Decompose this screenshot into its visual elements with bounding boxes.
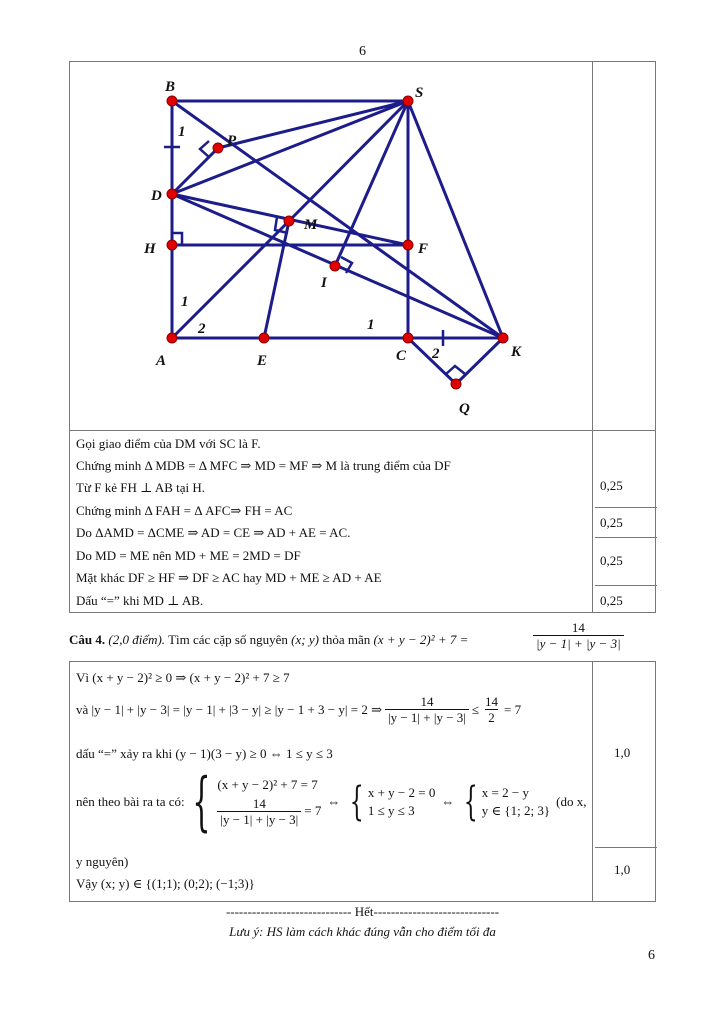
sys3-row1: x = 2 − y xyxy=(481,785,529,800)
geometry-figure xyxy=(69,61,595,431)
question-satisfy: thỏa mãn xyxy=(322,632,371,647)
sys1-row1: (x + y − 2)² + 7 = 7 xyxy=(217,777,318,792)
point-E xyxy=(259,333,269,343)
score-5: 1,0 xyxy=(614,745,631,760)
question-points: (2,0 điểm). xyxy=(108,632,166,647)
mark-1-AM: 1 xyxy=(181,294,189,310)
question-rhs xyxy=(530,620,627,652)
mark-1-BP: 1 xyxy=(178,124,186,140)
solution-line-3: dấu “=” xảy ra khi (y − 1)(3 − y) ≥ 0 ⇔ 1 ≤ y ≤ 3 xyxy=(76,746,333,761)
score-2: 0,25 xyxy=(600,515,623,530)
line2-frac-den: |y − 1| + |y − 3| xyxy=(385,709,469,726)
solution-line-5: y nguyên) xyxy=(76,854,129,869)
line2-frac-num: 14 xyxy=(420,694,434,709)
score-divider-1 xyxy=(595,507,657,508)
question-lhs: (x + y − 2)² + 7 = xyxy=(373,632,469,647)
mark-2-CK: 2 xyxy=(432,346,440,362)
proof-line-5: Do ΔAMD = ΔCME ⇒ AD = CE ⇒ AD + AE = AC. xyxy=(76,525,351,540)
equiv-2: ⇔ xyxy=(441,794,455,809)
line4-tail: (do x, xyxy=(556,794,587,809)
point-B xyxy=(167,96,177,106)
proof-line-2: Chứng minh Δ MDB = Δ MFC ⇒ MD = MF ⇒ M là trung điểm của DF xyxy=(76,458,451,473)
sys1-row2-tail: = 7 xyxy=(304,803,322,818)
proof-line-3: Từ F kẻ FH ⊥ AB tại H. xyxy=(76,480,206,495)
score-divider-3 xyxy=(595,585,657,586)
sys1-frac-den: |y − 1| + |y − 3| xyxy=(217,811,301,828)
label-S: S xyxy=(415,85,424,101)
label-I: I xyxy=(321,275,327,291)
point-K xyxy=(498,333,508,343)
point-S xyxy=(403,96,413,106)
label-H: H xyxy=(144,241,156,257)
point-A xyxy=(167,333,177,343)
point-M xyxy=(284,216,294,226)
point-F xyxy=(403,240,413,250)
question-text: Tìm các cặp số nguyên xyxy=(168,632,288,647)
proof-line-4: Chứng minh Δ FAH = Δ AFC⇒ FH = AC xyxy=(76,503,293,518)
mark-1-CI: 1 xyxy=(367,317,375,333)
right-angle-Q xyxy=(446,366,465,374)
score-divider-2 xyxy=(595,537,657,538)
point-C xyxy=(403,333,413,343)
line2-frac2-den: 2 xyxy=(485,709,498,726)
page-number-bottom: 6 xyxy=(648,948,655,963)
segment-MS xyxy=(289,101,408,221)
sys1-frac-num: 14 xyxy=(252,796,266,811)
solution-line-2 xyxy=(76,694,521,726)
score-1: 0,25 xyxy=(600,478,623,493)
sys2-row2: 1 ≤ y ≤ 3 xyxy=(367,803,415,818)
question-rhs-num: 14 xyxy=(571,620,585,635)
line4-prefix: nên theo bài ra ta có: xyxy=(76,794,185,809)
label-D: D xyxy=(151,188,162,204)
line2-frac2-num: 14 xyxy=(485,694,499,709)
label-B: B xyxy=(165,79,176,95)
line2-prefix: và |y − 1| + |y − 3| = |y − 1| + |3 − y| ≥ |y − 1 + 3 − y| = 2 ⇒ xyxy=(76,702,382,717)
question-4 xyxy=(69,630,468,650)
line2-tail: = 7 xyxy=(504,702,522,717)
sys3-row2: y ∈ {1; 2; 3} xyxy=(481,803,551,818)
label-E: E xyxy=(257,353,268,369)
score-3: 0,25 xyxy=(600,553,623,568)
footer-note: Lưu ý: HS làm cách khác đúng vẫn cho điểm tối đa xyxy=(229,924,496,939)
label-Q: Q xyxy=(459,401,470,417)
label-P: P xyxy=(227,133,237,149)
label-A: A xyxy=(156,353,167,369)
solution-line-6: Vậy (x; y) ∈ {(1;1); (0;2); (−1;3)} xyxy=(76,876,255,891)
mark-2-AE: 2 xyxy=(198,321,206,337)
segment-BK xyxy=(172,101,503,338)
question-rhs-den: |y − 1| + |y − 3| xyxy=(533,635,624,652)
segment-PS xyxy=(218,101,408,148)
end-line: ----------------------------- Hết----------------------------- xyxy=(225,904,500,919)
proof-line-6: Do MD = ME nên MD + ME = 2MD = DF xyxy=(76,548,301,563)
solution-line-1: Vì (x + y − 2)² ≥ 0 ⇒ (x + y − 2)² + 7 ≥ 7 xyxy=(76,670,290,685)
score-6: 1,0 xyxy=(614,862,631,877)
proof-line-8: Dấu “=” khi MD ⊥ AB. xyxy=(76,593,204,608)
line2-le: ≤ xyxy=(471,702,480,717)
point-P xyxy=(213,143,223,153)
point-D xyxy=(167,189,177,199)
point-Q xyxy=(451,379,461,389)
label-C: C xyxy=(396,348,407,364)
score-4: 0,25 xyxy=(600,593,623,608)
label-M: M xyxy=(304,217,318,233)
figure-score-cell xyxy=(593,62,656,431)
point-H xyxy=(167,240,177,250)
question-label: Câu 4. xyxy=(69,632,106,647)
proof-line-1: Gọi giao điểm của DM với SC là F. xyxy=(76,436,261,451)
segment-AM xyxy=(172,221,289,338)
question-pair: (x; y) xyxy=(291,632,319,647)
segment-KQ xyxy=(456,338,503,384)
sys2-row1: x + y − 2 = 0 xyxy=(367,785,436,800)
label-K: K xyxy=(511,344,522,360)
score-divider-4 xyxy=(595,847,657,848)
page-number-top: 6 xyxy=(359,44,366,59)
label-F: F xyxy=(418,241,429,257)
equiv-1: ⇔ xyxy=(327,794,341,809)
point-I xyxy=(330,261,340,271)
proof-line-7: Mặt khác DF ≥ HF ⇒ DF ≥ AC hay MD + ME ≥ AD + AE xyxy=(76,570,382,585)
solution-line-4: nên theo bài ra ta có: { (x + y − 2)² + 7 = 7 $\frac{14}{|y - 1| + |y - 3|}$ = 7 ⇔ { x + y − 2 = 0 1 ≤ y ≤ 3 ⇔ { x = 2 − y y ∈ {1; 2; 3} (do x, xyxy=(76,765,587,839)
